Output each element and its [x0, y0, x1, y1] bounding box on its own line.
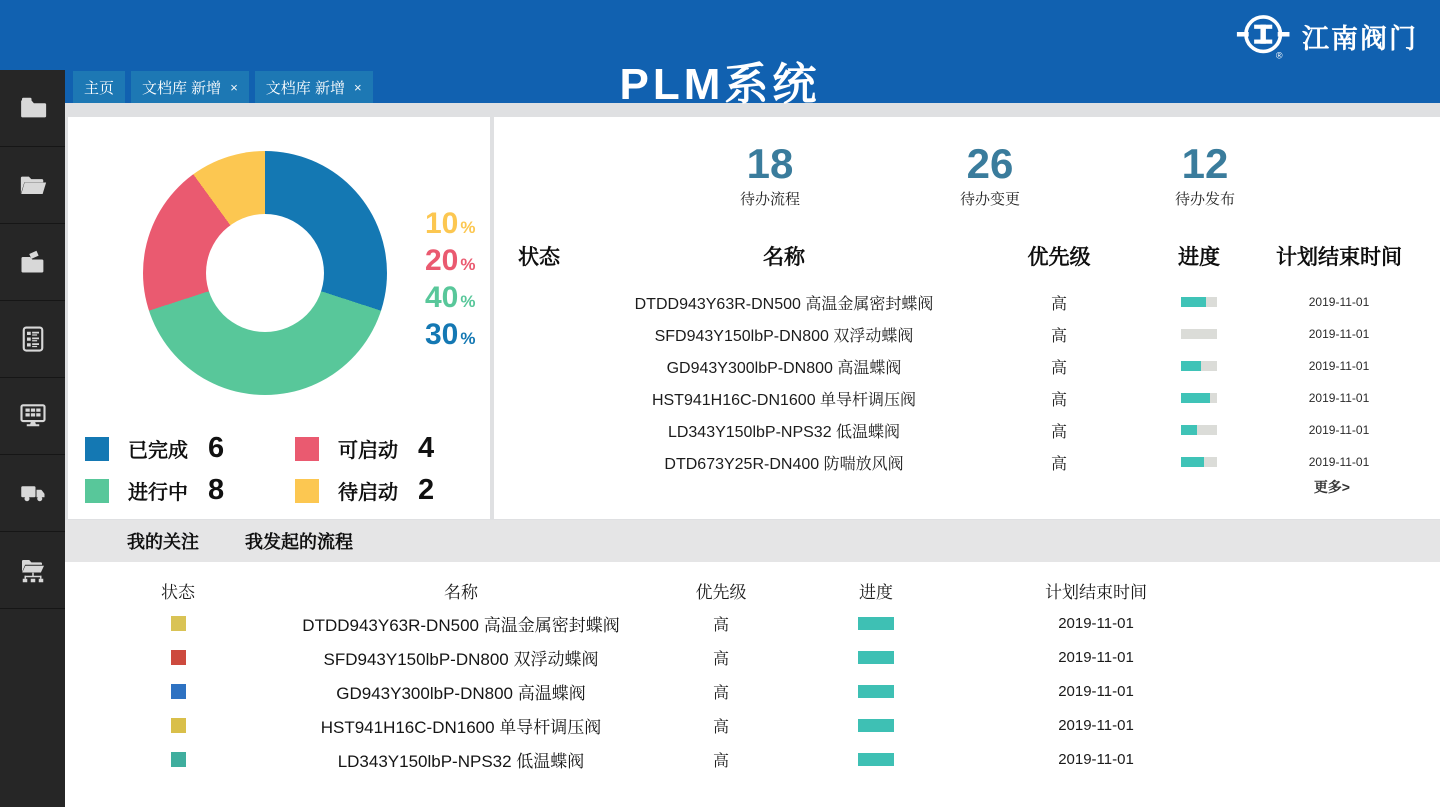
legend-value: 8	[208, 474, 225, 506]
sidebar	[0, 70, 65, 807]
close-icon[interactable]: ×	[230, 79, 238, 95]
progress-cell	[1134, 393, 1264, 403]
folder-closed-icon	[18, 93, 48, 123]
progress-bar-fill	[1181, 297, 1206, 307]
legend-label: 已完成	[128, 440, 188, 462]
progress-cell	[811, 719, 941, 732]
percent-value: 10	[425, 207, 459, 240]
name-cell: GD943Y300lbP-DN800 高温蝶阀	[666, 359, 902, 377]
name-cell: GD943Y300lbP-DN800 高温蝶阀	[336, 683, 586, 703]
tab-label: 文档库 新增	[142, 79, 222, 97]
progress-bar	[1181, 425, 1217, 435]
legend-value: 6	[208, 432, 225, 464]
column-header: 进度	[859, 583, 893, 602]
date-cell: 2019-11-01	[1058, 682, 1134, 700]
legend-color-swatch	[85, 479, 109, 503]
date-cell: 2019-11-01	[1308, 295, 1370, 309]
legend-value: 4	[418, 432, 435, 464]
todo-table-header	[494, 241, 1440, 271]
stat-block-3[interactable]	[1125, 141, 1285, 209]
priority-cell: 高	[1050, 391, 1067, 409]
monitor-grid-icon	[18, 401, 48, 431]
legend-label: 待启动	[338, 482, 398, 504]
bottom-table-body	[65, 606, 1251, 776]
date-cell: 2019-11-01	[1058, 716, 1134, 734]
progress-cell	[811, 685, 941, 698]
percent-sign: %	[460, 329, 476, 348]
brand-logo	[1236, 8, 1418, 64]
progress-cell	[1134, 329, 1264, 339]
legend-label: 进行中	[128, 482, 188, 504]
stat-value: 18	[746, 140, 794, 187]
progress-bar	[858, 753, 894, 766]
table-row[interactable]	[65, 640, 1251, 674]
name-cell: DTDD943Y63R-DN500 高温金属密封蝶阀	[634, 295, 934, 313]
legend-item	[295, 432, 434, 465]
brand-logo-text: 江南阀门	[1302, 23, 1418, 54]
progress-cell	[1134, 297, 1264, 307]
table-row[interactable]	[65, 674, 1251, 708]
progress-bar	[1181, 457, 1217, 467]
sidebar-item-folder-network[interactable]	[0, 532, 65, 609]
stat-value: 12	[1181, 140, 1229, 187]
status-cell	[65, 616, 291, 631]
column-header: 状态	[518, 246, 560, 269]
legend-color-swatch	[295, 479, 319, 503]
bottom-table-header	[65, 578, 1251, 603]
percent-value: 20	[425, 244, 459, 277]
sidebar-item-truck[interactable]	[0, 455, 65, 532]
date-cell: 2019-11-01	[1308, 327, 1370, 341]
column-header: 计划结束时间	[1276, 246, 1402, 269]
progress-bar	[858, 617, 894, 630]
name-cell: HST941H16C-DN1600 单导杆调压阀	[651, 391, 917, 409]
percent-sign: %	[460, 292, 476, 311]
column-header: 状态	[161, 583, 195, 602]
more-link[interactable]: 更多>	[1313, 479, 1350, 495]
column-header: 计划结束时间	[1045, 583, 1147, 602]
workflow-chart-card	[68, 117, 490, 519]
legend-item	[85, 432, 295, 465]
tab-bar	[73, 71, 373, 103]
date-cell: 2019-11-01	[1058, 648, 1134, 666]
column-header: 名称	[763, 246, 805, 269]
priority-cell: 高	[1050, 455, 1067, 473]
bottom-tab-1[interactable]: 我的关注	[127, 532, 199, 552]
todo-table-body	[494, 286, 1440, 478]
status-cell	[65, 684, 291, 699]
column-header: 名称	[444, 583, 478, 602]
progress-bar-fill	[1181, 361, 1201, 371]
priority-cell: 高	[712, 684, 729, 702]
percent-sign: %	[460, 255, 476, 274]
stat-block-1[interactable]	[690, 141, 850, 209]
date-cell: 2019-11-01	[1308, 423, 1370, 437]
sidebar-item-monitor-grid[interactable]	[0, 378, 65, 455]
name-cell: LD343Y150lbP-NPS32 低温蝶阀	[337, 751, 585, 771]
progress-cell	[1134, 425, 1264, 435]
progress-bar	[1181, 297, 1217, 307]
legend-item	[295, 474, 434, 507]
name-cell: HST941H16C-DN1600 单导杆调压阀	[320, 717, 602, 737]
form-list-icon	[18, 324, 48, 354]
sidebar-item-form-list[interactable]	[0, 301, 65, 378]
column-header: 进度	[1178, 246, 1220, 269]
name-cell: SFD943Y150lbP-DN800 双浮动蝶阀	[323, 649, 599, 669]
table-row[interactable]	[494, 382, 1440, 414]
status-cell	[65, 752, 291, 767]
stat-block-2[interactable]	[910, 141, 1070, 209]
stat-label: 待办发布	[1174, 191, 1235, 208]
priority-cell: 高	[1050, 359, 1067, 377]
tab-document-1[interactable]	[131, 71, 249, 103]
status-cell	[65, 650, 291, 665]
priority-cell: 高	[712, 616, 729, 634]
donut-chart	[143, 151, 387, 395]
brand-logo-icon	[1236, 8, 1294, 64]
priority-cell: 高	[712, 650, 729, 668]
column-header: 优先级	[695, 583, 747, 602]
date-cell: 2019-11-01	[1058, 750, 1134, 768]
table-row[interactable]	[494, 446, 1440, 478]
bottom-tab-2[interactable]: 我发起的流程	[245, 532, 353, 552]
donut-percent-label	[425, 205, 476, 242]
truck-icon	[18, 478, 48, 508]
legend-label: 可启动	[338, 440, 398, 462]
status-square	[171, 616, 186, 631]
status-cell	[65, 718, 291, 733]
progress-bar-fill	[1181, 393, 1210, 403]
table-row[interactable]	[65, 606, 1251, 640]
table-row[interactable]	[65, 708, 1251, 742]
tab-home[interactable]	[73, 71, 125, 103]
progress-bar-fill	[1181, 425, 1197, 435]
legend-value: 2	[418, 474, 435, 506]
progress-cell	[1134, 361, 1264, 371]
progress-bar	[1181, 329, 1217, 339]
table-row[interactable]	[494, 350, 1440, 382]
name-cell: DTD673Y25R-DN400 防喘放风阀	[664, 455, 904, 473]
date-cell: 2019-11-01	[1308, 455, 1370, 469]
stat-value: 26	[966, 140, 1014, 187]
name-cell: SFD943Y150lbP-DN800 双浮动蝶阀	[654, 327, 914, 345]
progress-bar	[1181, 361, 1217, 371]
folder-open-icon	[18, 170, 48, 200]
priority-cell: 高	[1050, 327, 1067, 345]
sidebar-item-folder-closed[interactable]	[0, 70, 65, 147]
bottom-panel	[65, 520, 1440, 807]
percent-value: 30	[425, 318, 459, 351]
tab-label: 主页	[84, 79, 115, 97]
table-row[interactable]	[494, 414, 1440, 446]
progress-cell	[811, 651, 941, 664]
column-header: 优先级	[1027, 246, 1091, 269]
date-cell: 2019-11-01	[1308, 391, 1370, 405]
progress-bar	[858, 651, 894, 664]
name-cell: LD343Y150lbP-NPS32 低温蝶阀	[667, 423, 901, 441]
donut-percent-label	[425, 279, 476, 316]
legend-row	[85, 432, 434, 465]
donut-percent-label	[425, 316, 476, 353]
legend-item	[85, 474, 295, 507]
donut-percent-label	[425, 242, 476, 279]
app-header	[0, 0, 1440, 109]
priority-cell: 高	[1050, 423, 1067, 441]
progress-cell	[811, 753, 941, 766]
progress-bar	[858, 719, 894, 732]
progress-bar	[858, 685, 894, 698]
status-square	[171, 718, 186, 733]
tab-document-2[interactable]	[255, 71, 373, 103]
legend-row	[85, 474, 434, 507]
legend-color-swatch	[295, 437, 319, 461]
tab-label: 文档库 新增	[265, 79, 345, 97]
bottom-tab-bar	[65, 520, 1440, 562]
progress-cell	[1134, 457, 1264, 467]
sidebar-item-folder-document[interactable]	[0, 224, 65, 301]
donut-percent-labels	[425, 205, 476, 353]
status-square	[171, 752, 186, 767]
todo-panel	[494, 117, 1440, 519]
folder-network-icon	[18, 555, 48, 585]
priority-cell: 高	[712, 718, 729, 736]
sidebar-item-folder-open[interactable]	[0, 147, 65, 224]
page-title: PLM系统	[619, 60, 821, 109]
close-icon[interactable]: ×	[353, 79, 362, 95]
stat-label: 待办变更	[959, 191, 1020, 208]
table-row[interactable]	[494, 286, 1440, 318]
table-row[interactable]	[65, 742, 1251, 776]
status-square	[171, 650, 186, 665]
date-cell: 2019-11-01	[1058, 614, 1134, 632]
status-square	[171, 684, 186, 699]
name-cell: DTDD943Y63R-DN500 高温金属密封蝶阀	[302, 615, 620, 635]
percent-value: 40	[425, 281, 459, 314]
priority-cell: 高	[1050, 295, 1067, 313]
percent-sign: %	[460, 218, 476, 237]
table-row[interactable]	[494, 318, 1440, 350]
stat-label: 待办流程	[739, 191, 800, 208]
date-cell: 2019-11-01	[1308, 359, 1370, 373]
folder-document-icon	[18, 247, 48, 277]
priority-cell: 高	[712, 752, 729, 770]
progress-bar	[1181, 393, 1217, 403]
registered-mark: ®	[1275, 50, 1283, 61]
progress-cell	[811, 617, 941, 630]
progress-bar-fill	[1181, 457, 1204, 467]
legend-color-swatch	[85, 437, 109, 461]
